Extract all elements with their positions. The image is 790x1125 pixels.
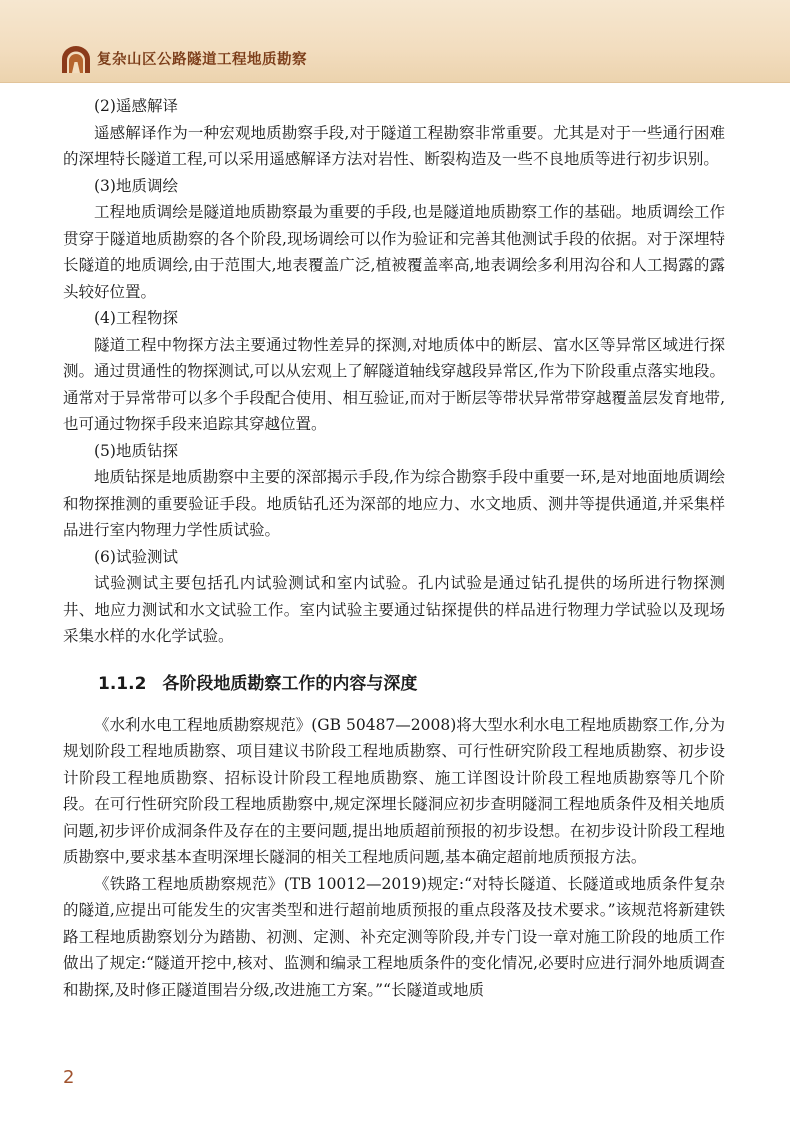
section-paragraph: 工程地质调绘是隧道地质勘察最为重要的手段,也是隧道地质勘察工作的基础。地质调绘工作贯穿于隧道地质勘察的各个阶段,现场调绘可以作为验证和完善其他测试手段的依据。对于深埋特长隧道的地质调绘,由于范围大,地表覆盖广泛,植被覆盖率高,地表调绘多利用沟谷和人工揭露的露头较好位置。 — [63, 203, 725, 301]
book-title: 复杂山区公路隧道工程地质勘察 — [97, 52, 307, 68]
subsection-title: 各阶段地质勘察工作的内容与深度 — [162, 673, 418, 694]
page-number: 2 — [63, 1067, 75, 1088]
subsection-heading — [98, 671, 725, 697]
body-paragraph: 《水利水电工程地质勘察规范》(GB 50487—2008)将大型水利水电工程地质勘察工作,分为规划阶段工程地质勘察、项目建议书阶段工程地质勘察、可行性研究阶段工程地质勘察、初步设计阶段工程地质勘察、招标设计阶段工程地质勘察、施工详图设计阶段工程地质勘察等几个阶段。在可行性研究阶段工程地质勘察中,规定深埋长隧洞应初步查明隧洞工程地质条件及相关地质问题,初步评价成洞条件及存在的主要问题,提出地质超前预报的初步设想。在初步设计阶段工程地质勘察中,要求基本查明深埋长隧洞的相关工程地质问题,基本确定超前地质预报方法。 — [63, 715, 725, 866]
section-paragraph: 遥感解译作为一种宏观地质勘察手段,对于隧道工程勘察非常重要。尤其是对于一些通行困难的深埋特长隧道工程,可以采用遥感解译方法对岩性、断裂构造及一些不良地质等进行初步识别。 — [63, 123, 725, 168]
section-heading: (5)地质钻探 — [94, 441, 178, 460]
section-heading: (3)地质调绘 — [94, 176, 178, 195]
tunnel-icon — [61, 45, 91, 73]
section-paragraph: 地质钻探是地质勘察中主要的深部揭示手段,作为综合勘察手段中重要一环,是对地面地质调绘和物探推测的重要验证手段。地质钻孔还为深部的地应力、水文地质、测井等提供通道,并采集样品进行室内物理力学性质试验。 — [63, 468, 725, 539]
section-heading: (2)遥感解译 — [94, 97, 178, 115]
page-content — [63, 93, 725, 1003]
page-header — [0, 0, 790, 83]
section-heading: (6)试验测试 — [94, 547, 178, 566]
section-paragraph: 隧道工程中物探方法主要通过物性差异的探测,对地质体中的断层、富水区等异常区域进行探测。通过贯通性的物探测试,可以从宏观上了解隧道轴线穿越段异常区,作为下阶段重点落实地段。通常对于异常带可以多个手段配合使用、相互验证,而对于断层等带状异常带穿越覆盖层发育地带,也可通过物探手段来追踪其穿越位置。 — [63, 335, 725, 433]
section-paragraph: 试验测试主要包括孔内试验测试和室内试验。孔内试验是通过钻孔提供的场所进行物探测井、地应力测试和水文试验工作。室内试验主要通过钻探提供的样品进行物理力学试验以及现场采集水样的水化学试验。 — [63, 574, 725, 645]
subsection-number: 1.1.2 — [98, 673, 147, 694]
section-heading: (4)工程物探 — [94, 309, 178, 327]
body-paragraph: 《铁路工程地质勘察规范》(TB 10012—2019)规定:“对特长隧道、长隧道或地质条件复杂的隧道,应提出可能发生的灾害类型和进行超前地质预报的重点段落及技术要求。”该规范将新建铁路工程地质勘察划分为踏勘、初测、定测、补充定测等阶段,并专门设一章对施工阶段的地质工作做出了规定:“隧道开挖中,核对、监测和编录工程地质条件的变化情况,必要时应进行洞外地质调查和勘探,及时修正隧道围岩分级,改进施工方案。”“长隧道或地质 — [63, 874, 725, 999]
